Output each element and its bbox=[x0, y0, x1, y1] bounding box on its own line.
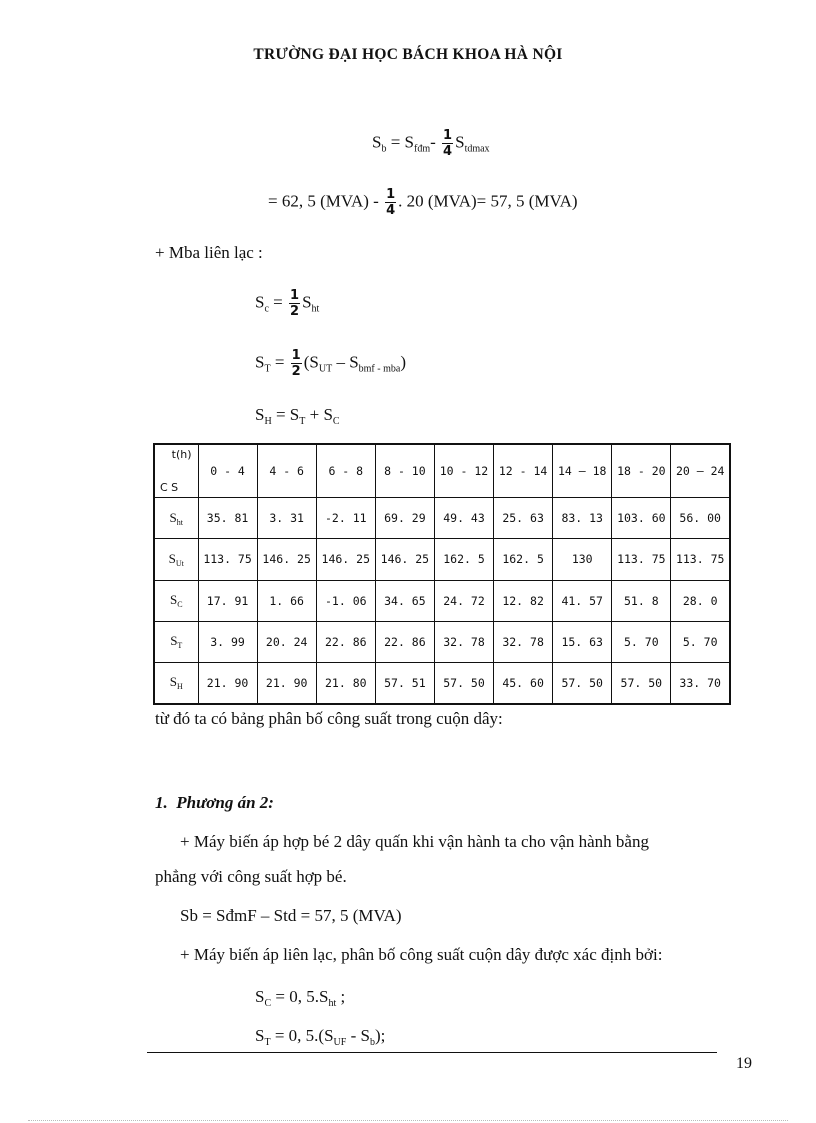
table-cell: -2. 11 bbox=[316, 498, 375, 539]
table-row bbox=[154, 580, 730, 621]
paragraph-line-1: + Máy biến áp hợp bé 2 dây quấn khi vận hành ta cho vận hành bằng bbox=[180, 832, 649, 851]
table-cell: 34. 65 bbox=[375, 580, 434, 621]
fraction: $\frac{1}{4}$ bbox=[386, 187, 396, 218]
table-cell: 45. 60 bbox=[494, 662, 553, 704]
column-header: 18 - 20 bbox=[612, 444, 671, 498]
table-cell: 57. 51 bbox=[375, 662, 434, 704]
column-header: 8 - 10 bbox=[375, 444, 434, 498]
table-cell: 162. 5 bbox=[494, 539, 553, 580]
power-distribution-table bbox=[153, 443, 731, 705]
page-number: 19 bbox=[736, 1055, 752, 1072]
table-cell: 33. 70 bbox=[671, 662, 730, 704]
table-cell: 146. 25 bbox=[316, 539, 375, 580]
footer-rule bbox=[147, 1052, 717, 1053]
table-cell: 5. 70 bbox=[671, 621, 730, 662]
row-label: $S_C$ bbox=[154, 580, 198, 621]
row-label: $S_{ht}$ bbox=[154, 498, 198, 539]
table-cell: -1. 06 bbox=[316, 580, 375, 621]
table-row bbox=[154, 539, 730, 580]
fraction: $\frac{1}{2}$ bbox=[291, 348, 301, 379]
table-cell: 57. 50 bbox=[434, 662, 493, 704]
equation-st: $S_T$ = $\frac{1}{2}$ $(S_{UT} - S_{bmf - mba})$ bbox=[255, 348, 406, 379]
table-cell: 28. 0 bbox=[671, 580, 730, 621]
column-header: 4 - 6 bbox=[257, 444, 316, 498]
row-label: $S_{Ut}$ bbox=[154, 539, 198, 580]
table-cell: 51. 8 bbox=[612, 580, 671, 621]
table-cell: 15. 63 bbox=[553, 621, 612, 662]
table-cell: 32. 78 bbox=[494, 621, 553, 662]
table-cell: 113. 75 bbox=[612, 539, 671, 580]
section-number: 1. bbox=[155, 793, 168, 812]
column-header: 14 – 18 bbox=[553, 444, 612, 498]
equation-sc-2: $S_C = 0$, $5.S_{ht}$ ; bbox=[255, 987, 346, 1009]
table-cell: 146. 25 bbox=[257, 539, 316, 580]
table-cell: 32. 78 bbox=[434, 621, 493, 662]
table-cell: 56. 00 bbox=[671, 498, 730, 539]
table-cell: 24. 72 bbox=[434, 580, 493, 621]
table-row bbox=[154, 662, 730, 704]
table-cell: 3. 31 bbox=[257, 498, 316, 539]
sb-formula: Sb = SđmF – Std = 57, 5 (MVA) bbox=[180, 906, 402, 925]
table-cell: 22. 86 bbox=[316, 621, 375, 662]
table-cell: 21. 90 bbox=[257, 662, 316, 704]
table-cell: 3. 99 bbox=[198, 621, 257, 662]
mba-label: + Mba liên lạc : bbox=[155, 243, 263, 262]
equation-st-2: $S_T = 0$, $5.(S_{UF} - S_b)$; bbox=[255, 1026, 386, 1048]
fraction: $\frac{1}{2}$ bbox=[290, 288, 300, 319]
table-cell: 12. 82 bbox=[494, 580, 553, 621]
row-label: $S_T$ bbox=[154, 621, 198, 662]
table-row bbox=[154, 498, 730, 539]
paragraph-line-2: phẳng với công suất hợp bé. bbox=[155, 867, 347, 886]
table-cell: 113. 75 bbox=[671, 539, 730, 580]
after-table-text: từ đó ta có bảng phân bố công suất trong cuộn dây: bbox=[155, 709, 503, 728]
column-header: 10 - 12 bbox=[434, 444, 493, 498]
table-cell: 103. 60 bbox=[612, 498, 671, 539]
section-title: Phương án 2: bbox=[176, 793, 274, 812]
equation-sb: $S_b = S_{fđm}-$ $\frac{1}{4}$ $S_{tdmax}$ bbox=[372, 128, 490, 159]
table-cell: 83. 13 bbox=[553, 498, 612, 539]
row-label: $S_H$ bbox=[154, 662, 198, 704]
table-cell: 41. 57 bbox=[553, 580, 612, 621]
table-cell: 1. 66 bbox=[257, 580, 316, 621]
page-header: TRƯỜNG ĐẠI HỌC BÁCH KHOA HÀ NỘI bbox=[253, 46, 563, 63]
table-cell: 20. 24 bbox=[257, 621, 316, 662]
column-header: 6 - 8 bbox=[316, 444, 375, 498]
table-cell: 57. 50 bbox=[612, 662, 671, 704]
table-cell: 25. 63 bbox=[494, 498, 553, 539]
equation-sb-value: = 62, 5 (MVA) - $\frac{1}{4}$ . 20 (MVA)= 57, 5 (MVA) bbox=[268, 187, 578, 218]
table-cell: 5. 70 bbox=[612, 621, 671, 662]
paragraph-2: + Máy biến áp liên lạc, phân bố công suất cuộn dây được xác định bởi: bbox=[180, 945, 663, 964]
column-header: 20 – 24 bbox=[671, 444, 730, 498]
table-row bbox=[154, 621, 730, 662]
table-cell: 113. 75 bbox=[198, 539, 257, 580]
table-cell: 17. 91 bbox=[198, 580, 257, 621]
table-cell: 130 bbox=[553, 539, 612, 580]
table-cell: 49. 43 bbox=[434, 498, 493, 539]
corner-time-label: t(h) bbox=[171, 448, 192, 461]
table-cell: 21. 90 bbox=[198, 662, 257, 704]
table-cell: 35. 81 bbox=[198, 498, 257, 539]
table-cell: 162. 5 bbox=[434, 539, 493, 580]
page-bottom-divider bbox=[28, 1120, 788, 1121]
equation-sh: $S_H = S_T + S_C$ bbox=[255, 405, 340, 427]
table-cell: 69. 29 bbox=[375, 498, 434, 539]
section-heading bbox=[155, 793, 274, 813]
table-cell: 21. 80 bbox=[316, 662, 375, 704]
table-cell: 57. 50 bbox=[553, 662, 612, 704]
table-header-row bbox=[154, 444, 730, 498]
table-cell: 146. 25 bbox=[375, 539, 434, 580]
fraction: $\frac{1}{4}$ bbox=[443, 128, 453, 159]
corner-cs-label: C S bbox=[160, 481, 179, 495]
column-header: 12 - 14 bbox=[494, 444, 553, 498]
table-cell: 22. 86 bbox=[375, 621, 434, 662]
equation-sc: $S_c$ = $\frac{1}{2}$ $S_{ht}$ bbox=[255, 288, 320, 319]
table-corner-cell bbox=[154, 444, 198, 498]
column-header: 0 - 4 bbox=[198, 444, 257, 498]
